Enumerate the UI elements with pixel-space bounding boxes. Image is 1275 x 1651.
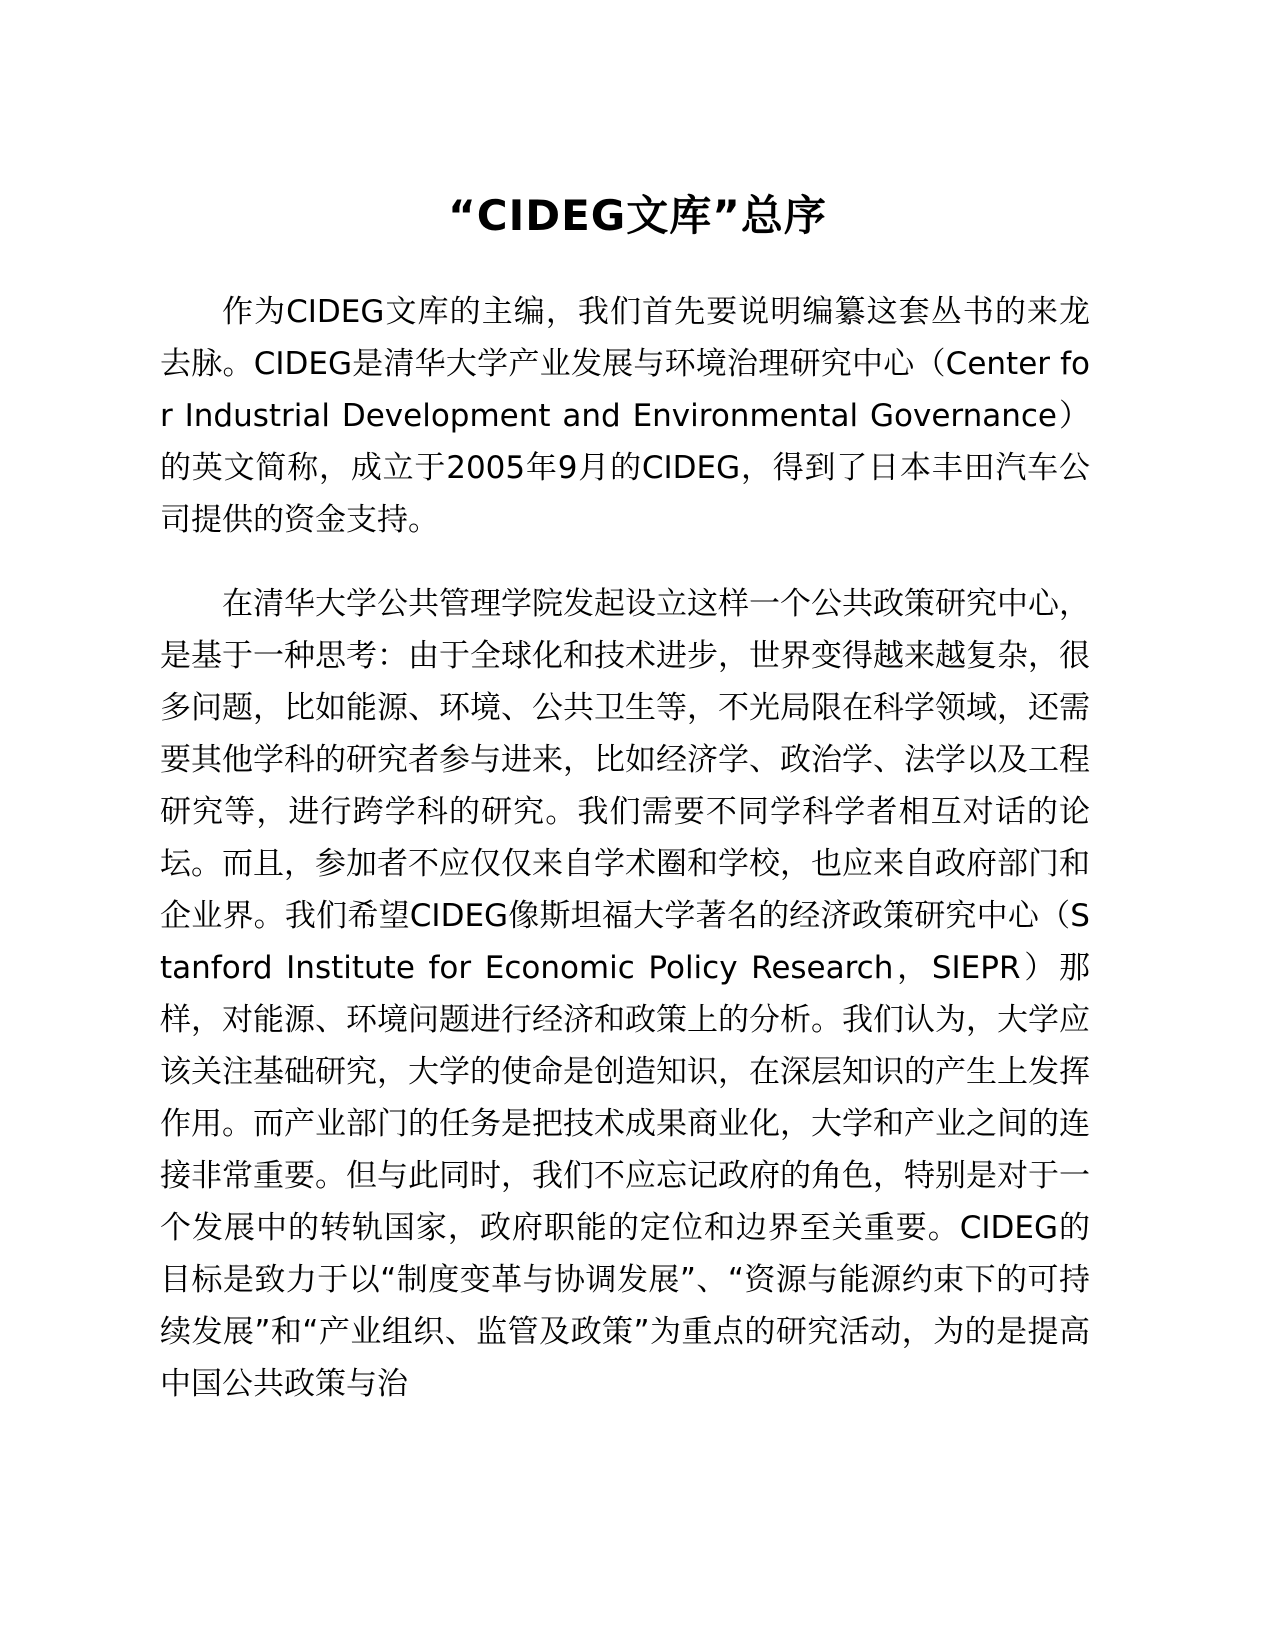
body-paragraph-2: 在清华大学公共管理学院发起设立这样一个公共政策研究中心，是基于一种思考：由于全球化和技术进步，世界变得越来越复杂，很多问题，比如能源、环境、公共卫生等，不光局限在科学领域，还需要其他学科的研究者参与进来，比如经济学、政治学、法学以及工程研究等，进行跨学科的研究。我们需要不同学科学者相互对话的论坛。而且，参加者不应仅仅来自学术圈和学校，也应来自政府部门和企业界。我们希望CIDEG像斯坦福大学著名的经济政策研究中心（Stanford Institute for Economic Policy Research，SIEPR）那样，对能源、环境问题进行经济和政策上的分析。我们认为，大学应该关注基础研究，大学的使命是创造知识，在深层知识的产生上发挥作用。而产业部门的任务是把技术成果商业化，大学和产业之间的连接非常重要。但与此同时，我们不应忘记政府的角色，特别是对于一个发展中的转轨国家，政府职能的定位和边界至关重要。CIDEG的目标是致力于以“制度变革与协调发展”、“资源与能源约束下的可持续发展”和“产业组织、监管及政策”为重点的研究活动，为的是提高中国公共政策与治 — [160, 586, 1090, 1402]
body-paragraph-1: 作为CIDEG文库的主编，我们首先要说明编纂这套丛书的来龙去脉。CIDEG是清华大学产业发展与环境治理研究中心（Center for Industrial Development and Environmental Governance）的英文简称，成立于2005年9月的CIDEG，得到了日本丰田汽车公司提供的资金支持。 — [160, 294, 1090, 538]
page-title: “CIDEG文库”总序 — [448, 191, 827, 240]
